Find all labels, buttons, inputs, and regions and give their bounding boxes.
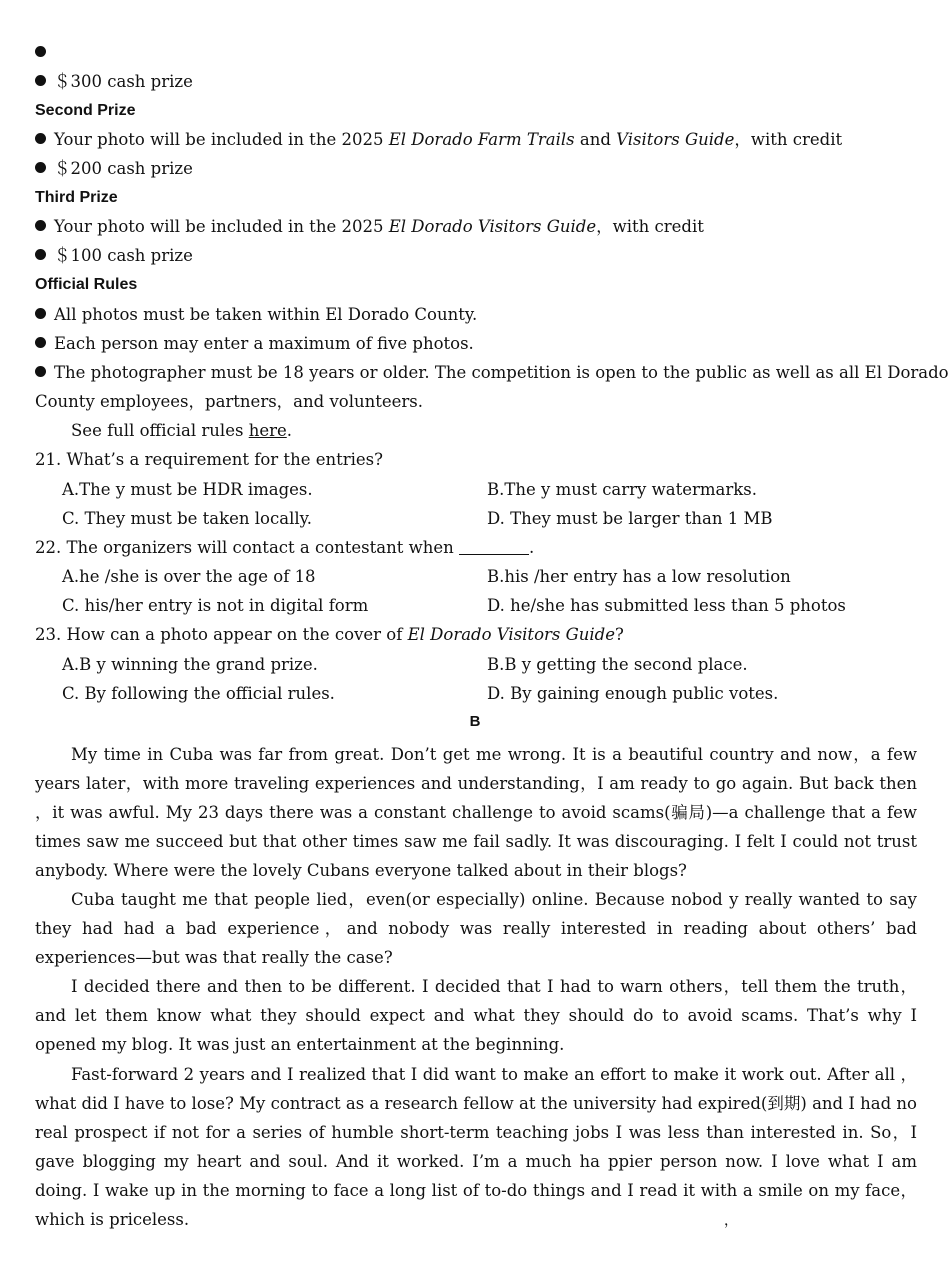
bullet-dot-icon (35, 337, 46, 348)
trailing-mark: ， (724, 1213, 738, 1229)
question-23-stem: 23. How can a photo appear on the cover of El Dorado Visitors Guide? (35, 625, 624, 644)
question-21-option-b: B.The y must carry watermarks. (487, 480, 757, 499)
passage-paragraph-3: I decided there and then to be different. I decided that I had to warn others，tell them the truth，and let them know what they should expect and what they should do to avoid scams. That’s why I opened my blog. It was just an entertainment at the beginning. (35, 977, 917, 1054)
section-b-title: B (469, 713, 481, 730)
second-prize-bullet-2: ＄200 cash prize (35, 158, 917, 180)
question-22-option-c: C. his/her entry is not in digital form (62, 596, 369, 615)
answer-blank (459, 540, 529, 555)
rule-1: All photos must be taken within El Dorado County. (35, 304, 917, 326)
question-21-option-d: D. They must be larger than 1 MB (487, 509, 773, 528)
passage-paragraph-4: Fast-forward 2 years and I realized that I did want to make an effort to make it work out. After all ，what did I have to lose? My contract as a research fellow at the university had expired(到期) and I had no real prospect if not for a series of humble short-term teaching jobs I was less than interested in. So，I gave blogging my heart and soul. And it worked. I’m a much ha ppier person now. I love what I am doing. I wake up in the morning to face a long list of to-do things and I read it with a smile on my face，which is priceless. (35, 1065, 917, 1229)
bullet-dot-icon (35, 366, 46, 377)
question-23-option-d: D. By gaining enough public votes. (487, 684, 779, 703)
rules-link[interactable]: here (248, 421, 287, 440)
question-22-stem: 22. The organizers will contact a contestant when . (35, 538, 535, 557)
question-22-option-a: A.he /she is over the age of 18 (62, 567, 316, 586)
bullet-dot-icon (35, 75, 46, 86)
bullet-dot-icon (35, 46, 46, 57)
question-21-option-c: C. They must be taken locally. (62, 509, 312, 528)
bullet-dot-icon (35, 249, 46, 260)
bullet-empty (35, 42, 917, 64)
question-23-option-c: C. By following the official rules. (62, 684, 335, 703)
passage-paragraph-1: My time in Cuba was far from great. Don’t get me wrong. It is a beautiful country and now，a few years later，with more traveling experiences and understanding，I am ready to go again. But back then ，it was awful. My 23 days there was a constant challenge to avoid scams(骗局)—a challenge that a few times saw me succeed but that other times saw me fail sadly. It was discouraging. I felt I could not trust anybody. Where were the lovely Cubans everyone talked about in their blogs? (35, 745, 917, 880)
third-prize-bullet-2: ＄100 cash prize (35, 245, 917, 267)
bullet-first-cash: ＄300 cash prize (35, 71, 917, 93)
question-23-option-a: A.B y winning the grand prize. (62, 655, 318, 674)
see-full-rules: See full official rules here. (71, 421, 292, 440)
passage-paragraph-2: Cuba taught me that people lied，even(or especially) online. Because nobod y really wanted to say they had had a bad experience，and nobody was really interested in reading about others’ bad experiences—but was that really the case? (35, 890, 917, 967)
third-prize-heading: Third Prize (35, 189, 118, 206)
question-23-option-b: B.B y getting the second place. (487, 655, 748, 674)
rule-3-line-1: The photographer must be 18 years or older. The competition is open to the public as well as all El Dorado (35, 362, 917, 384)
question-21-option-a: A.The y must be HDR images. (62, 480, 313, 499)
second-prize-bullet-1: Your photo will be included in the 2025 El Dorado Farm Trails and Visitors Guide，with credit (35, 129, 917, 151)
question-22-option-b: B.his /her entry has a low resolution (487, 567, 791, 586)
bullet-dot-icon (35, 162, 46, 173)
bullet-dot-icon (35, 308, 46, 319)
second-prize-heading: Second Prize (35, 102, 136, 119)
bullet-dot-icon (35, 220, 46, 231)
rule-3-line-2: County employees，partners，and volunteers. (35, 392, 423, 411)
third-prize-bullet-1: Your photo will be included in the 2025 El Dorado Visitors Guide，with credit (35, 216, 917, 238)
bullet-dot-icon (35, 133, 46, 144)
question-21-stem: 21. What’s a requirement for the entries? (35, 450, 383, 469)
official-rules-heading: Official Rules (35, 276, 138, 293)
question-22-option-d: D. he/she has submitted less than 5 photos (487, 596, 846, 615)
rule-2: Each person may enter a maximum of five photos. (35, 333, 917, 355)
